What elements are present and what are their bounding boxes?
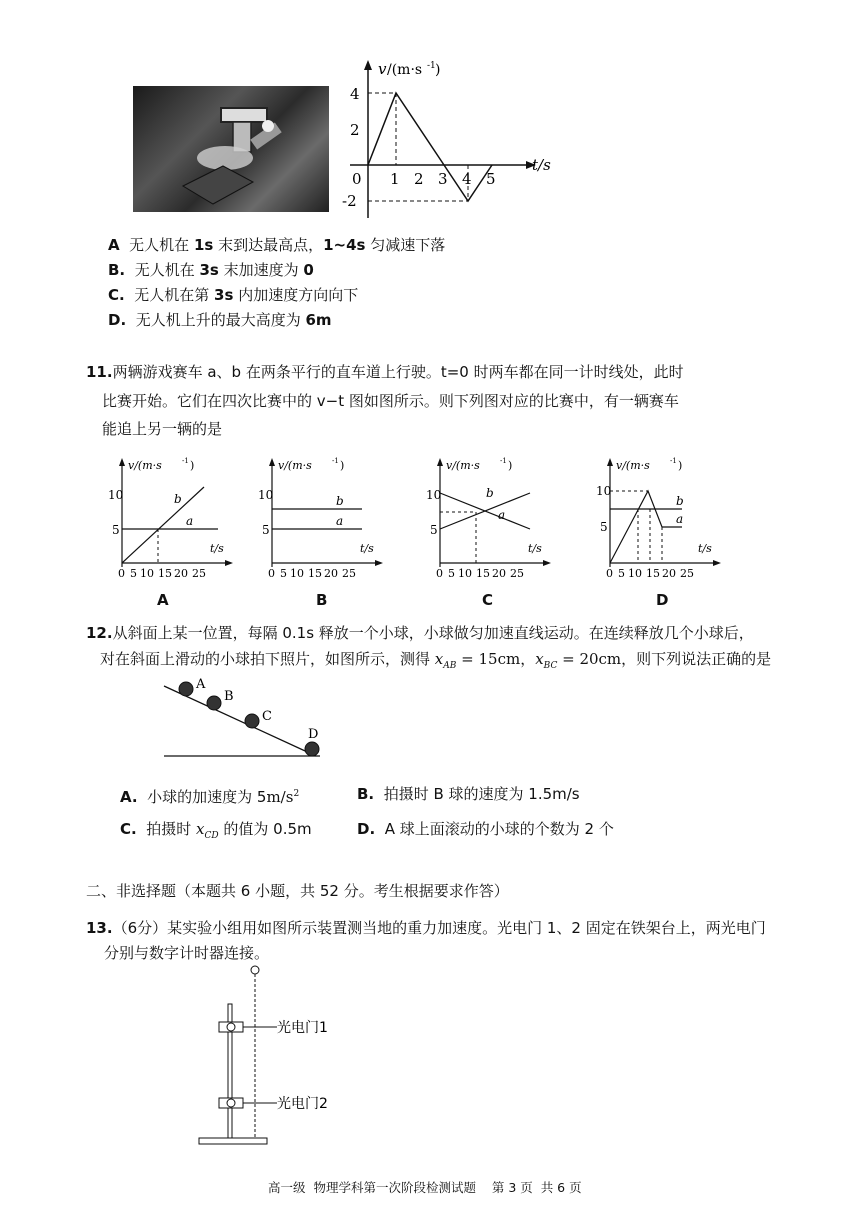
q11-graph-a xyxy=(108,455,233,580)
svg-text:v/(m·s: v/(m·s xyxy=(616,459,650,472)
ball-label-c: C xyxy=(262,709,272,724)
svg-text:): ) xyxy=(678,459,683,472)
svg-text:a: a xyxy=(186,514,194,528)
svg-text:): ) xyxy=(190,459,195,472)
q10-velocity-line xyxy=(368,93,492,201)
q10-ylabel-v: v xyxy=(378,60,387,78)
q10-xlabel: t/s xyxy=(532,156,551,174)
svg-text:a: a xyxy=(676,512,684,526)
ball-b xyxy=(207,696,221,710)
svg-text:5: 5 xyxy=(600,520,608,534)
q10-xtick-5: 5 xyxy=(486,170,496,188)
svg-text:b: b xyxy=(676,494,684,508)
svg-text:-1: -1 xyxy=(182,457,189,465)
svg-text:t/s: t/s xyxy=(210,542,224,555)
svg-text:25: 25 xyxy=(510,567,524,580)
ball-c xyxy=(245,714,259,728)
svg-text:10: 10 xyxy=(426,488,442,502)
q11-line1: 11.两辆游戏赛车 a、b 在两条平行的直车道上行驶。t=0 时两车都在同一计时线处，此时 xyxy=(86,363,684,381)
svg-text:t/s: t/s xyxy=(698,542,712,555)
svg-text:20: 20 xyxy=(662,567,676,580)
q13-line1: 13.（6分）某实验小组用如图所示装置测当地的重力加速度。光电门 1、2 固定在铁架台上，两光电门 xyxy=(86,919,766,937)
q13-line2: 分别与数字计时器连接。 xyxy=(104,944,270,962)
q13-apparatus-diagram xyxy=(195,962,355,1152)
svg-text:t/s: t/s xyxy=(360,542,374,555)
svg-text:): ) xyxy=(508,459,513,472)
svg-text:5: 5 xyxy=(112,523,120,537)
falling-ball xyxy=(251,966,259,974)
ball-label-d: D xyxy=(308,727,319,742)
svg-text:10: 10 xyxy=(596,484,612,498)
q10-vt-graph xyxy=(340,58,555,228)
svg-text:-1: -1 xyxy=(670,457,677,465)
svg-text:20: 20 xyxy=(174,567,188,580)
section2-title: 二、非选择题（本题共 6 小题，共 52 分。考生根据要求作答） xyxy=(86,882,509,900)
q10-option-b: B. 无人机在 3s 末加速度为 0 xyxy=(108,261,314,279)
svg-text:10: 10 xyxy=(458,567,472,580)
svg-text:10: 10 xyxy=(258,488,274,502)
svg-text:10: 10 xyxy=(140,567,154,580)
q10-ylabel-exp: -1 xyxy=(427,61,436,71)
q11-d-series-a xyxy=(610,491,682,563)
svg-text:v/(m·s: v/(m·s xyxy=(128,459,162,472)
q11-line2: 比赛开始。它们在四次比赛中的 v−t 图如图所示。则下列图对应的比赛中，有一辆赛车 xyxy=(102,392,679,410)
svg-text:0: 0 xyxy=(118,567,125,580)
svg-text:a: a xyxy=(336,514,344,528)
q11-graph-d xyxy=(596,455,721,580)
gate2-label: 光电门2 xyxy=(277,1096,328,1112)
q11-line3: 能追上另一辆的是 xyxy=(102,420,223,438)
svg-text:10: 10 xyxy=(628,567,642,580)
q10-ytick-2: 2 xyxy=(350,121,360,139)
svg-text:0: 0 xyxy=(436,567,443,580)
q10-xtick-2: 2 xyxy=(414,170,424,188)
svg-text:5: 5 xyxy=(262,523,270,537)
svg-text:5: 5 xyxy=(280,567,287,580)
svg-text:5: 5 xyxy=(448,567,455,580)
q11-label-b: B xyxy=(316,591,328,609)
gate1-label: 光电门1 xyxy=(277,1020,328,1036)
drone-photo xyxy=(133,86,329,212)
svg-text:5: 5 xyxy=(618,567,625,580)
svg-text:-1: -1 xyxy=(332,457,339,465)
q11-label-c: C xyxy=(482,591,494,609)
ball-a xyxy=(179,682,193,696)
q12-option-c: C. 拍摄时 $x_{CD}$ 的值为 0.5m xyxy=(120,820,312,841)
q11-graph-b xyxy=(258,455,383,580)
svg-text:0: 0 xyxy=(606,567,613,580)
svg-text:v/(m·s: v/(m·s xyxy=(446,459,480,472)
svg-text:0: 0 xyxy=(268,567,275,580)
q10-ytick-0: 0 xyxy=(352,170,362,188)
q12-line2: 对在斜面上滑动的小球拍下照片，如图所示，测得 $x_{AB} = 15cm$，$x_{BC} = 20cm$，则下列说法正确的是 xyxy=(100,650,772,671)
svg-text:15: 15 xyxy=(158,567,172,580)
q10-xtick-1: 1 xyxy=(390,170,400,188)
q11-graph-c xyxy=(426,455,551,580)
svg-text:15: 15 xyxy=(646,567,660,580)
svg-text:t/s: t/s xyxy=(528,542,542,555)
svg-text:20: 20 xyxy=(324,567,338,580)
q10-ylabel-unit: /(m·s xyxy=(387,62,423,78)
ball-d xyxy=(305,742,319,756)
svg-text:b: b xyxy=(336,494,344,508)
svg-text:25: 25 xyxy=(680,567,694,580)
svg-text:25: 25 xyxy=(342,567,356,580)
q10-option-c: C. 无人机在第 3s 内加速度方向向下 xyxy=(108,286,359,304)
svg-text:b: b xyxy=(174,492,182,506)
q12-incline-diagram xyxy=(160,672,340,762)
svg-text:20: 20 xyxy=(492,567,506,580)
drone-illustration xyxy=(133,86,329,212)
q11-label-a: A xyxy=(157,591,169,609)
q10-xtick-3: 3 xyxy=(438,170,448,188)
svg-text:15: 15 xyxy=(476,567,490,580)
q10-ytick-4: 4 xyxy=(350,85,360,103)
q11-label-d: D xyxy=(656,591,669,609)
svg-text:10: 10 xyxy=(108,488,124,502)
svg-text:5: 5 xyxy=(130,567,137,580)
q10-option-a: A 无人机在 1s 末到达最高点，1~4s 匀减速下落 xyxy=(108,236,446,254)
q12-option-b: B. 拍摄时 B 球的速度为 1.5m/s xyxy=(357,785,580,803)
svg-text:25: 25 xyxy=(192,567,206,580)
q10-ytick-neg2: -2 xyxy=(342,192,357,210)
ball-label-a: A xyxy=(196,677,206,692)
ball-label-b: B xyxy=(224,689,234,704)
svg-text:15: 15 xyxy=(308,567,322,580)
svg-text:a: a xyxy=(498,508,506,522)
q10-ylabel-close: ) xyxy=(435,62,441,78)
page-footer: 高一级 物理学科第一次阶段检测试题 第 3 页 共 6 页 xyxy=(268,1180,582,1195)
svg-text:v/(m·s: v/(m·s xyxy=(278,459,312,472)
q12-line1: 12.从斜面上某一位置，每隔 0.1s 释放一个小球，小球做匀加速直线运动。在连续释放几个小球后， xyxy=(86,624,754,642)
q10-option-d: D. 无人机上升的最大高度为 6m xyxy=(108,311,332,329)
q10-xtick-4: 4 xyxy=(462,170,472,188)
q12-option-d: D. A 球上面滚动的小球的个数为 2 个 xyxy=(357,820,614,838)
svg-text:-1: -1 xyxy=(500,457,507,465)
svg-text:): ) xyxy=(340,459,345,472)
svg-text:5: 5 xyxy=(430,523,438,537)
q12-option-a: A. 小球的加速度为 $5m/s^2$ xyxy=(120,788,300,806)
svg-text:10: 10 xyxy=(290,567,304,580)
svg-text:b: b xyxy=(486,486,494,500)
